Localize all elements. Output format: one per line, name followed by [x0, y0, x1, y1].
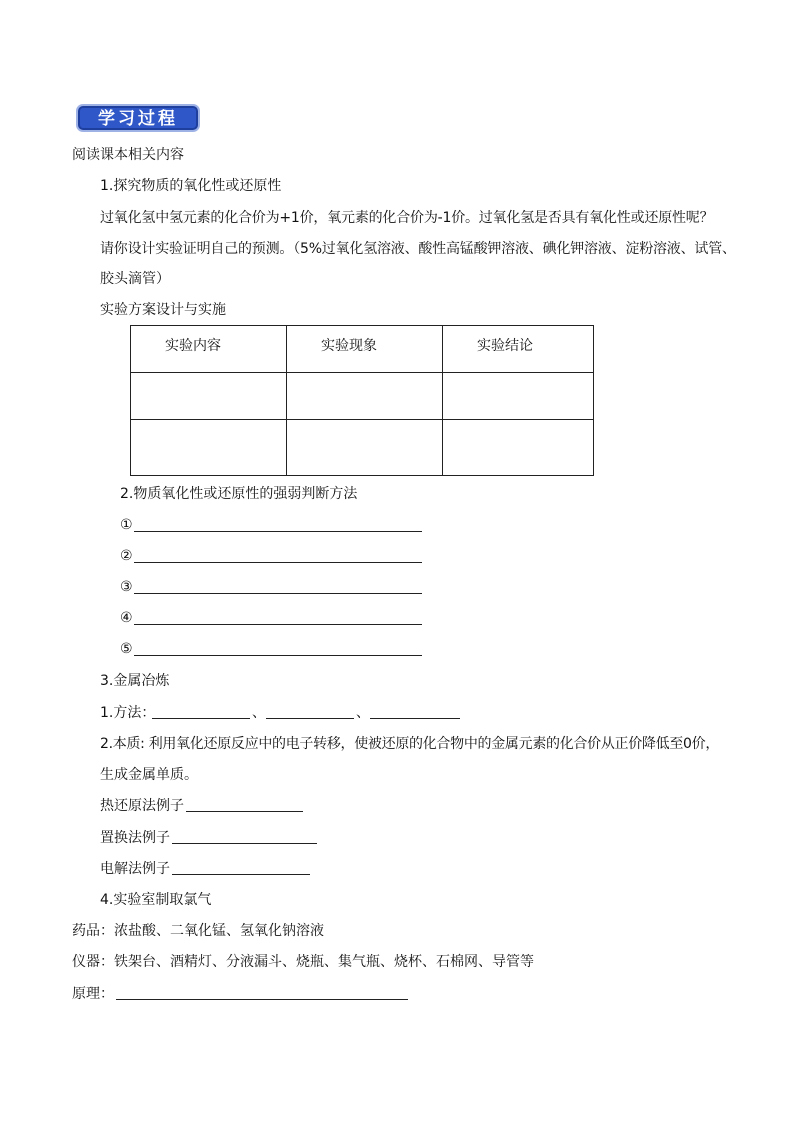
example-label-thermal: 热还原法例子 — [100, 798, 184, 814]
list-item-marker: ① — [120, 517, 133, 533]
example-blank-electrolysis[interactable] — [172, 874, 310, 875]
answer-blank-4[interactable] — [134, 624, 422, 625]
answer-blank-2[interactable] — [134, 562, 422, 563]
method-separator: 、 — [356, 705, 370, 721]
table-cell[interactable] — [443, 420, 594, 476]
section4-heading: 4.实验室制取氯气 — [100, 892, 212, 908]
section1-para-line2: 请你设计实验证明自己的预测。（5%过氧化氢溶液、酸性高锰酸钾溶液、碘化钾溶液、淀粉溶液、试管、 — [100, 241, 736, 257]
section-badge — [76, 104, 200, 132]
table-row — [131, 420, 594, 476]
method-label: 1.方法： — [100, 705, 156, 721]
list-item-marker: ② — [120, 548, 133, 564]
section-badge-label: 学习过程 — [98, 109, 178, 129]
method-blank-3[interactable] — [370, 718, 460, 719]
table-caption: 实验方案设计与实施 — [100, 302, 226, 318]
table-header-conclusion: 实验结论 — [443, 326, 594, 373]
example-blank-thermal[interactable] — [186, 811, 303, 812]
answer-blank-1[interactable] — [134, 531, 422, 532]
table-cell[interactable] — [131, 373, 287, 420]
answer-blank-3[interactable] — [134, 593, 422, 594]
table-cell[interactable] — [287, 420, 443, 476]
list-item-marker: ③ — [120, 579, 133, 595]
essence-line2: 生成金属单质。 — [100, 767, 198, 783]
principle-blank[interactable] — [116, 999, 408, 1000]
principle-label: 原理： — [72, 986, 114, 1002]
section2-heading: 2.物质氧化性或还原性的强弱判断方法 — [120, 486, 358, 502]
section1-para-line1: 过氧化氢中氢元素的化合价为+1价，氧元素的化合价为-1价。过氧化氢是否具有氧化性或还原性呢？ — [100, 210, 714, 226]
intro-text: 阅读课本相关内容 — [72, 147, 184, 163]
table-cell[interactable] — [287, 373, 443, 420]
method-blank-2[interactable] — [266, 718, 354, 719]
table-header-phenomenon: 实验现象 — [287, 326, 443, 373]
instruments-text: 仪器：铁架台、酒精灯、分液漏斗、烧瓶、集气瓶、烧杯、石棉网、导管等 — [72, 954, 534, 970]
answer-blank-5[interactable] — [134, 655, 422, 656]
section1-para-line3: 胶头滴管） — [100, 271, 170, 287]
section1-heading: 1.探究物质的氧化性或还原性 — [100, 178, 282, 194]
table-cell[interactable] — [443, 373, 594, 420]
table-row — [131, 373, 594, 420]
section3-heading: 3.金属冶炼 — [100, 673, 170, 689]
example-label-displacement: 置换法例子 — [100, 830, 170, 846]
method-separator: 、 — [252, 705, 266, 721]
table-header-content: 实验内容 — [131, 326, 287, 373]
list-item-marker: ④ — [120, 610, 133, 626]
experiment-table — [130, 325, 594, 476]
table-cell[interactable] — [131, 420, 287, 476]
example-label-electrolysis: 电解法例子 — [100, 861, 170, 877]
table-header-row — [131, 326, 594, 373]
essence-line1: 2.本质: 利用氧化还原反应中的电子转移，使被还原的化合物中的金属元素的化合价从正价降低至0价， — [100, 736, 720, 752]
reagents-text: 药品：浓盐酸、二氧化锰、氢氧化钠溶液 — [72, 923, 324, 939]
list-item-marker: ⑤ — [120, 641, 133, 657]
method-blank-1[interactable] — [152, 718, 250, 719]
example-blank-displacement[interactable] — [172, 843, 317, 844]
